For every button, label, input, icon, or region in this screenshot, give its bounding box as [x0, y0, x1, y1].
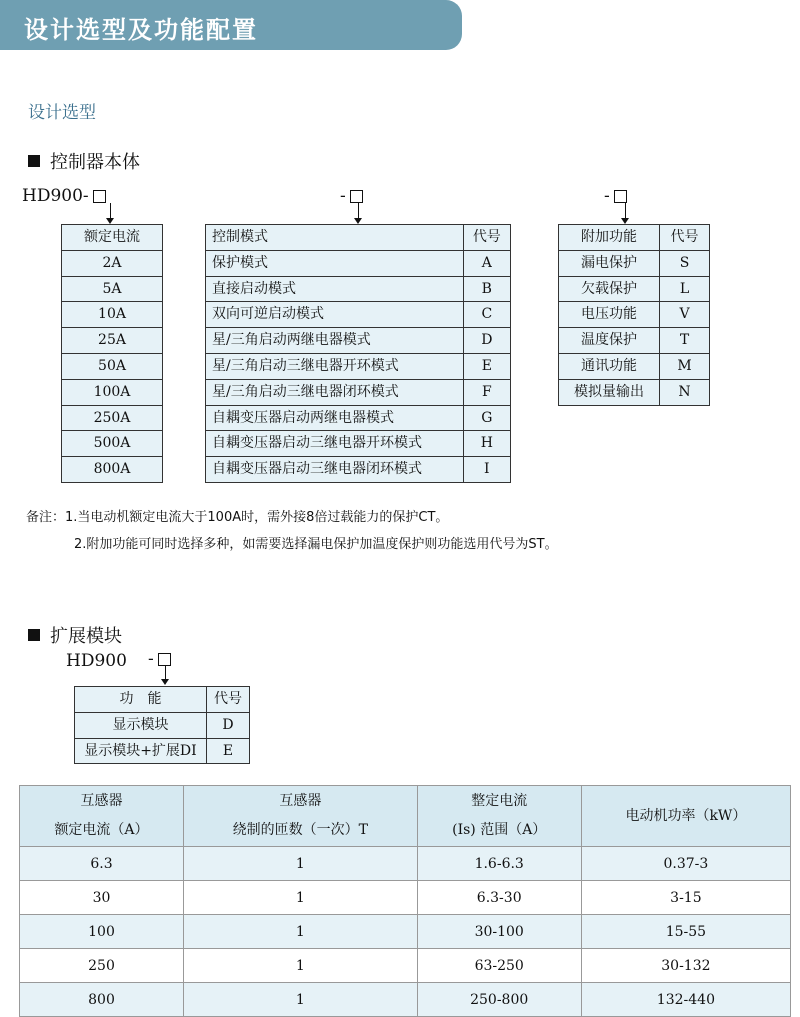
rated-current-cell: 25A — [62, 328, 163, 354]
code-cell: L — [660, 276, 710, 302]
function-header: 附加功能 — [559, 225, 660, 251]
ct-cell: 1 — [184, 881, 418, 915]
code-header: 代号 — [463, 225, 510, 251]
ct-cell: 250-800 — [417, 983, 581, 1017]
function-dash: - — [604, 186, 610, 206]
mode-cell: 星/三角启动三继电器开环模式 — [206, 353, 464, 379]
rated-current-cell: 50A — [62, 353, 163, 379]
mode-cell: 星/三角启动两继电器模式 — [206, 328, 464, 354]
ct-cell: 15-55 — [581, 915, 790, 949]
extension-function-cell: 显示模块+扩展DI — [75, 738, 207, 764]
code-cell: A — [463, 250, 510, 276]
mode-cell: 保护模式 — [206, 250, 464, 276]
rated-current-header: 额定电流 — [62, 225, 163, 251]
placeholder-box-icon — [614, 190, 627, 203]
mode-cell: 自耦变压器启动三继电器闭环模式 — [206, 457, 464, 483]
function-cell: 电压功能 — [559, 302, 660, 328]
code-cell: G — [463, 405, 510, 431]
code-cell: D — [463, 328, 510, 354]
ct-cell: 1 — [184, 983, 418, 1017]
mode-cell: 双向可逆启动模式 — [206, 302, 464, 328]
code-cell: C — [463, 302, 510, 328]
ct-cell: 6.3 — [20, 847, 184, 881]
header-line: 电动机功率（kW） — [625, 807, 747, 824]
arrow-down-icon — [358, 203, 359, 219]
rated-current-cell: 10A — [62, 302, 163, 328]
code-cell: T — [660, 328, 710, 354]
code-cell: F — [463, 379, 510, 405]
ct-cell: 0.37-3 — [581, 847, 790, 881]
mode-code-slot — [340, 186, 363, 206]
placeholder-box-icon — [350, 190, 363, 203]
extension-function-cell: 显示模块 — [75, 712, 207, 738]
ct-cell: 100 — [20, 915, 184, 949]
section-controller — [28, 148, 140, 174]
rated-current-cell: 100A — [62, 379, 163, 405]
header-line: 互感器 — [80, 793, 123, 809]
placeholder-box-icon — [158, 653, 171, 666]
model-code-controller — [22, 186, 106, 206]
ct-cell: 1 — [184, 915, 418, 949]
code-cell: N — [660, 379, 710, 405]
mode-header: 控制模式 — [206, 225, 464, 251]
placeholder-box-icon — [93, 190, 106, 203]
rated-current-cell: 5A — [62, 276, 163, 302]
header-line: 额定电流（A） — [54, 822, 149, 838]
model-code-text: HD900- — [22, 186, 89, 206]
code-cell: E — [206, 738, 249, 764]
mode-cell: 直接启动模式 — [206, 276, 464, 302]
section-extension — [28, 622, 122, 648]
function-cell: 通讯功能 — [559, 353, 660, 379]
ct-cell: 1 — [184, 949, 418, 983]
ct-spec-table — [19, 785, 791, 1017]
code-cell: E — [463, 353, 510, 379]
code-cell: B — [463, 276, 510, 302]
title-banner — [0, 0, 462, 50]
extension-module-table — [74, 686, 250, 764]
subtitle: 设计选型 — [28, 103, 96, 123]
ct-header-turns — [184, 786, 418, 847]
ct-cell: 132-440 — [581, 983, 790, 1017]
ct-header-motor-power — [581, 786, 790, 847]
page-title: 设计选型及功能配置 — [24, 16, 258, 44]
rated-current-cell: 2A — [62, 250, 163, 276]
control-mode-table — [205, 224, 511, 483]
square-bullet-icon — [28, 155, 40, 167]
ct-cell: 30 — [20, 881, 184, 915]
ct-cell: 30-100 — [417, 915, 581, 949]
function-cell: 欠载保护 — [559, 276, 660, 302]
model-code-extension — [66, 651, 127, 671]
extension-function-header: 功 能 — [75, 687, 207, 713]
mode-cell: 星/三角启动三继电器闭环模式 — [206, 379, 464, 405]
ct-cell: 250 — [20, 949, 184, 983]
code-cell: H — [463, 431, 510, 457]
ct-header-rated-current — [20, 786, 184, 847]
code-cell: S — [660, 250, 710, 276]
rated-current-cell: 250A — [62, 405, 163, 431]
ct-cell: 800 — [20, 983, 184, 1017]
additional-function-table — [558, 224, 710, 406]
ct-cell: 3-15 — [581, 881, 790, 915]
arrow-down-icon — [625, 203, 626, 219]
square-bullet-icon — [28, 629, 40, 641]
note-2: 2.附加功能可同时选择多种，如需要选择漏电保护加温度保护则功能选用代号为ST。 — [74, 537, 558, 552]
code-cell: V — [660, 302, 710, 328]
header-line: 绕制的匝数（一次）T — [232, 822, 368, 838]
code-cell: D — [206, 712, 249, 738]
mode-cell: 自耦变压器启动两继电器模式 — [206, 405, 464, 431]
section-extension-title: 扩展模块 — [50, 626, 122, 647]
ct-cell: 1 — [184, 847, 418, 881]
function-cell: 温度保护 — [559, 328, 660, 354]
mode-dash: - — [340, 186, 346, 206]
ct-cell: 30-132 — [581, 949, 790, 983]
code-cell: M — [660, 353, 710, 379]
arrow-down-icon — [110, 203, 111, 219]
header-line: 整定电流 — [471, 793, 528, 809]
code-header: 代号 — [206, 687, 249, 713]
function-cell: 漏电保护 — [559, 250, 660, 276]
rated-current-table — [61, 224, 163, 483]
mode-cell: 自耦变压器启动三继电器开环模式 — [206, 431, 464, 457]
code-cell: I — [463, 457, 510, 483]
rated-current-cell: 500A — [62, 431, 163, 457]
code-header: 代号 — [660, 225, 710, 251]
arrow-down-icon — [165, 666, 166, 680]
ct-header-setting-current — [417, 786, 581, 847]
function-code-slot — [604, 186, 627, 206]
rated-current-cell: 800A — [62, 457, 163, 483]
ct-cell: 1.6-6.3 — [417, 847, 581, 881]
extension-dash: - — [148, 649, 154, 669]
extension-model-text: HD900 — [66, 651, 127, 671]
extension-code-slot — [148, 649, 171, 669]
section-controller-title: 控制器本体 — [50, 152, 140, 173]
header-line: (Is) 范围（A） — [452, 822, 547, 838]
ct-cell: 6.3-30 — [417, 881, 581, 915]
header-line: 互感器 — [279, 793, 322, 809]
note-1: 备注：1.当电动机额定电流大于100A时，需外接8倍过载能力的保护CT。 — [26, 510, 449, 525]
ct-cell: 63-250 — [417, 949, 581, 983]
function-cell: 模拟量输出 — [559, 379, 660, 405]
